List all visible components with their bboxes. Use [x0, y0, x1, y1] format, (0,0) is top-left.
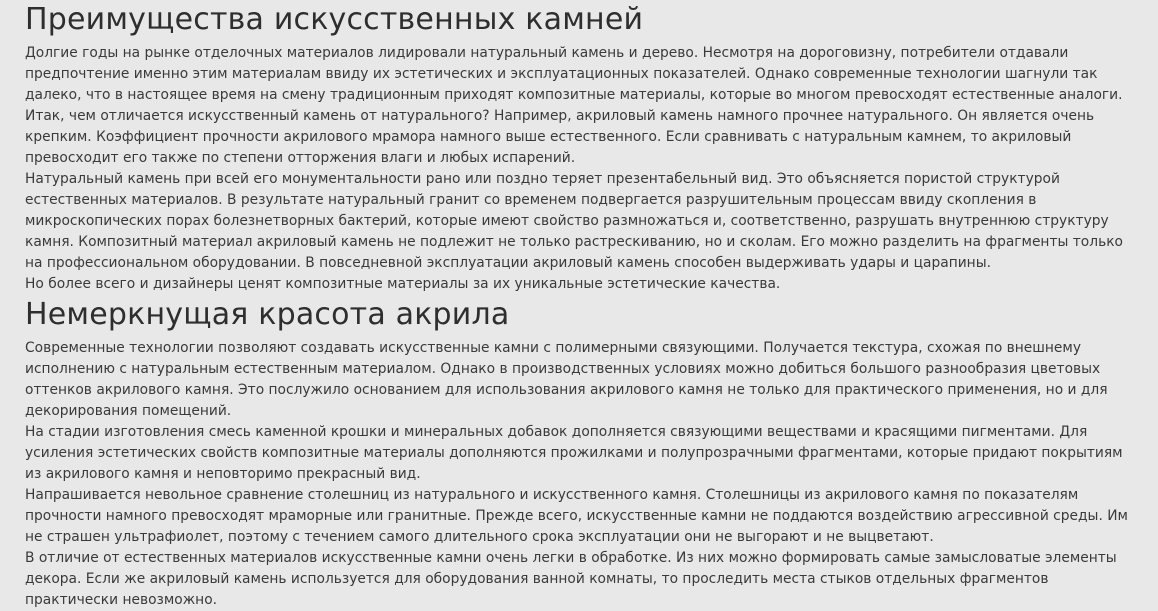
paragraph: Современные технологии позволяют создавать искусственные камни с полимерными связующими. Получается текстура, схожая по внешнему исполнению с натуральным естественным материалом. Однако в производственных условиях можно добиться большого разнообразия цветовых оттенков акрилового камня. Это послужило основанием для использования акрилового камня не только для практического применения, но и для декорирования помещений.	[25, 340, 1108, 419]
paragraph: Итак, чем отличается искусственный камень от натурального? Например, акриловый камень намного прочнее натурального. Он является очень крепким. Коэффициент прочности акрилового мрамора намного выше естественного. Если сравнивать с натуральным камнем, то акриловый превосходит его также по степени отторжения влаги и любых испарений.	[25, 108, 1095, 166]
paragraph: На стадии изготовления смесь каменной крошки и минеральных добавок дополняется связующими веществами и красящими пигментами. Для усиления эстетических свойств композитные материалы дополняются прожилками и полупрозрачными фрагментами, которые придают покрытиям из акрилового камня и неповторимо прекрасный вид.	[25, 424, 1123, 482]
paragraph: В отличие от естественных материалов искусственные камни очень легки в обработке. Из них можно формировать самые замысловатые элементы декора. Если же акриловый камень используется для оборудования ванной комнаты, то проследить места стыков отдельных фрагментов практически невозможно.	[25, 550, 1117, 608]
section-heading-advantages: Преимущества искусственных камней	[25, 2, 644, 37]
article	[25, 0, 1140, 611]
section-heading-acrylic-beauty: Немеркнущая красота акрила	[25, 297, 510, 332]
paragraph: Напрашивается невольное сравнение столешниц из натурального и искусственного камня. Столешницы из акрилового камня по показателям прочности намного превосходят мраморные или гранитные. Прежде всего, искусственные камни не поддаются воздействию агрессивной среды. Им не страшен ультрафиолет, поэтому с течением самого длительного срока эксплуатации они не выгорают и не выцветают.	[25, 487, 1128, 545]
paragraph: Но более всего и дизайнеры ценят композитные материалы за их уникальные эстетические качества.	[25, 276, 781, 292]
section-body-advantages	[25, 43, 1140, 295]
paragraph: Долгие годы на рынке отделочных материалов лидировали натуральный камень и дерево. Несмотря на дороговизну, потребители отдавали предпочтение именно этим материалам ввиду их эстетических и эксплуатационных показателей. Однако современные технологии шагнули так далеко, что в настоящее время на смену традиционным приходят композитные материалы, которые во многом превосходят естественные аналоги.	[25, 45, 1123, 103]
section-body-acrylic-beauty	[25, 338, 1140, 611]
paragraph: Натуральный камень при всей его монументальности рано или поздно теряет презентабельный вид. Это объясняется пористой структурой естественных материалов. В результате натуральный гранит со временем подвергается разрушительным процессам ввиду скопления в микроскопических порах болезнетворных бактерий, которые имеют свойство размножаться и, соответственно, разрушать внутреннюю структуру камня. Композитный материал акриловый камень не подлежит не только растрескиванию, но и сколам. Его можно разделить на фрагменты только на профессиональном оборудовании. В повседневной эксплуатации акриловый камень способен выдерживать удары и царапины.	[25, 171, 1123, 271]
